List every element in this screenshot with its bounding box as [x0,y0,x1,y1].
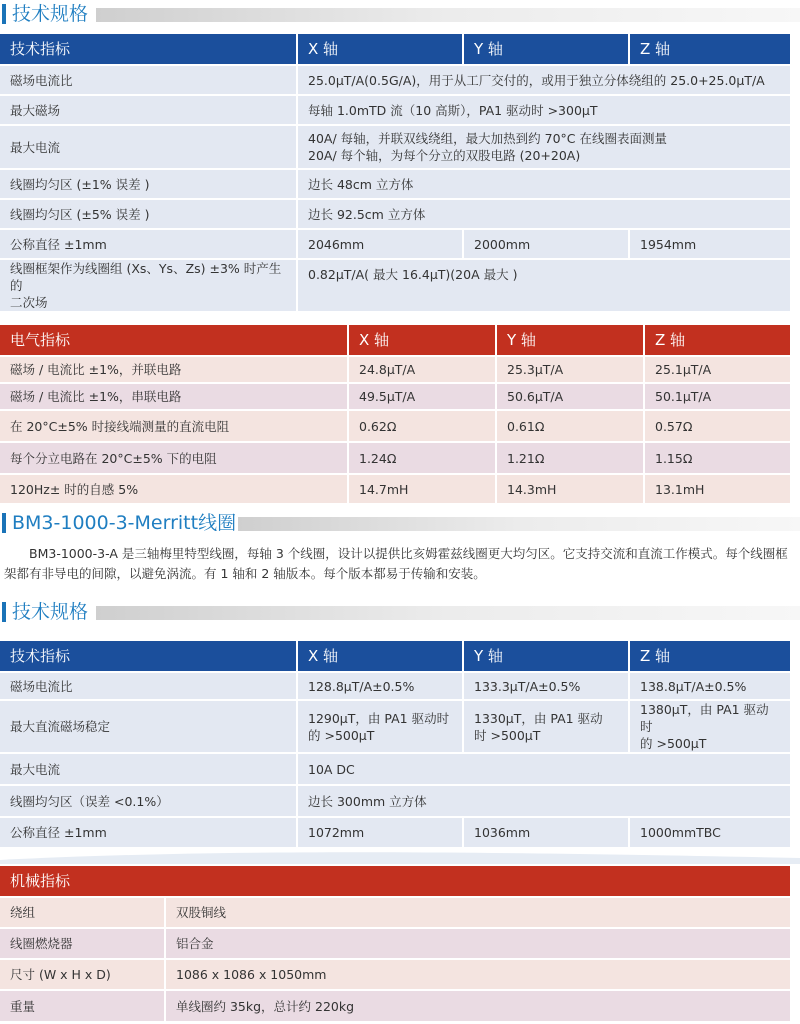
section-title: 技术规格 [12,601,89,623]
header-z-axis: Z 轴 [629,641,790,672]
row-label: 每个分立电路在 20°C±5% 下的电阻 [0,442,348,474]
table-header-row [0,325,790,356]
row-label: 磁场电流比 [0,672,297,700]
table-row [0,229,790,259]
table-row [0,169,790,199]
x-value: 49.5μT/A [348,383,496,410]
row-value: 1086 x 1086 x 1050mm [165,959,790,990]
value-line-2: 时 >500μT [474,727,541,743]
value-line-2: 20A/ 每个轴，为每个分立的双股电路 (20+20A) [308,148,581,163]
x-value: 1072mm [297,817,463,847]
heading-accent-bar [2,4,6,24]
header-y-axis: Y 轴 [496,325,644,356]
x-value: 1.24Ω [348,442,496,474]
heading-divider [96,8,800,22]
y-value: 133.3μT/A±0.5% [463,672,629,700]
row-value: 双股铜线 [165,897,790,928]
row-label: 最大电流 [0,125,297,169]
row-label: 线圈均匀区 (±5% 误差 ) [0,199,297,229]
row-value: 边长 92.5cm 立方体 [297,199,790,229]
table-header-row [0,641,790,672]
row-label: 线圈均匀区 (±1% 误差 ) [0,169,297,199]
electrical-spec-table [0,325,790,503]
label-line-1: 线圈框架作为线圈组 (Xs、Ys、Zs) ±3% 时产生的 [10,261,282,293]
table-header-row [0,34,790,65]
header-z-axis: Z 轴 [644,325,790,356]
x-value: 0.62Ω [348,410,496,442]
decorative-swoosh [0,848,800,864]
table-row [0,125,790,169]
row-label: 最大磁场 [0,95,297,125]
row-label: 绕组 [0,897,165,928]
table-header-row [0,866,790,897]
table-row [0,259,790,311]
table-row [0,356,790,383]
row-label: 磁场 / 电流比 ±1%，并联电路 [0,356,348,383]
table-row [0,410,790,442]
section-heading-tech-specs-2 [0,598,800,626]
table-row [0,928,790,959]
table-row [0,753,790,785]
y-value: 1.21Ω [496,442,644,474]
value-line-2: 的 >500μT [640,736,707,751]
header-spec: 技术指标 [0,641,297,672]
value-line-1: 1330μT，由 PA1 驱动 [474,710,603,726]
mechanical-spec-table [0,866,790,1021]
header-spec: 技术指标 [0,34,297,65]
header-z-axis: Z 轴 [629,34,790,65]
value-line-1: 1380μT，由 PA1 驱动时 [640,702,769,734]
table-row [0,785,790,817]
value-line-1: 1290μT，由 PA1 驱动时 [308,710,450,726]
table-row [0,959,790,990]
z-value [629,700,790,753]
header-x-axis: X 轴 [297,641,463,672]
z-value: 138.8μT/A±0.5% [629,672,790,700]
z-value: 1000mmTBC [629,817,790,847]
y-value: 0.61Ω [496,410,644,442]
row-label: 120Hz± 时的自感 5% [0,474,348,503]
y-value: 50.6μT/A [496,383,644,410]
heading-accent-bar [2,602,6,622]
row-label: 在 20°C±5% 时接线端测量的直流电阻 [0,410,348,442]
table-row [0,474,790,503]
y-value [463,700,629,753]
y-value: 25.3μT/A [496,356,644,383]
row-value: 边长 300mm 立方体 [297,785,790,817]
table-row [0,817,790,847]
x-value [297,700,463,753]
table-row [0,95,790,125]
z-value: 25.1μT/A [644,356,790,383]
row-label: 最大电流 [0,753,297,785]
value-line-2: 的 >500μT [308,727,375,743]
table-row [0,383,790,410]
row-label: 公称直径 ±1mm [0,817,297,847]
label-line-2: 二次场 [10,295,48,310]
table-row [0,990,790,1021]
y-value: 14.3mH [496,474,644,503]
heading-accent-bar [2,513,6,533]
row-label [0,259,297,311]
section-heading-product [0,509,800,537]
product-description: BM3-1000-3-A 是三轴梅里特型线圈，每轴 3 个线圈，设计以提供比亥姆霍兹线圈更大均匀区。它支持交流和直流工作模式。每个线圈框架都有非导电的间隙，以避免涡流。有 1 轴和 2 轴版本。每个版本都易于传输和安装。 [4,546,788,581]
heading-divider [96,606,800,620]
header-x-axis: X 轴 [348,325,496,356]
row-value: 0.82μT/A( 最大 16.4μT)(20A 最大 ) [297,259,790,311]
header-mechanical: 机械指标 [0,866,790,897]
row-label: 线圈均匀区（误差 <0.1%） [0,785,297,817]
row-value: 铝合金 [165,928,790,959]
z-value: 13.1mH [644,474,790,503]
row-label: 磁场电流比 [0,65,297,95]
row-value: 25.0μT/A(0.5G/A)，用于从工厂交付的，或用于独立分体绕组的 25.0+25.0μT/A [297,65,790,95]
row-label: 磁场 / 电流比 ±1%，串联电路 [0,383,348,410]
row-value: 边长 48cm 立方体 [297,169,790,199]
header-y-axis: Y 轴 [463,34,629,65]
row-label: 公称直径 ±1mm [0,229,297,259]
y-value: 2000mm [463,229,629,259]
table-row [0,199,790,229]
section-title: BM3-1000-3-Merritt线圈 [12,512,237,534]
heading-divider [238,517,800,531]
row-label: 线圈燃烧器 [0,928,165,959]
x-value: 2046mm [297,229,463,259]
z-value: 0.57Ω [644,410,790,442]
x-value: 14.7mH [348,474,496,503]
section-title: 技术规格 [12,3,89,25]
x-value: 128.8μT/A±0.5% [297,672,463,700]
row-value: 10A DC [297,753,790,785]
row-label: 最大直流磁场稳定 [0,700,297,753]
section-heading-tech-specs-1 [0,0,800,28]
z-value: 50.1μT/A [644,383,790,410]
row-label: 尺寸 (W x H x D) [0,959,165,990]
tech-spec-table-2 [0,641,790,847]
table-row [0,65,790,95]
row-value: 单线圈约 35kg，总计约 220kg [165,990,790,1021]
row-value [297,125,790,169]
z-value: 1.15Ω [644,442,790,474]
header-x-axis: X 轴 [297,34,463,65]
table-row [0,897,790,928]
y-value: 1036mm [463,817,629,847]
table-row [0,672,790,700]
table-row [0,442,790,474]
row-label: 重量 [0,990,165,1021]
table-row [0,700,790,753]
tech-spec-table-1 [0,34,790,311]
row-value: 每轴 1.0mTD 流（10 高斯），PA1 驱动时 >300μT [297,95,790,125]
header-electrical: 电气指标 [0,325,348,356]
z-value: 1954mm [629,229,790,259]
value-line-1: 40A/ 每轴，并联双线绕组，最大加热到约 70°C 在线圈表面测量 [308,131,667,146]
header-y-axis: Y 轴 [463,641,629,672]
x-value: 24.8μT/A [348,356,496,383]
